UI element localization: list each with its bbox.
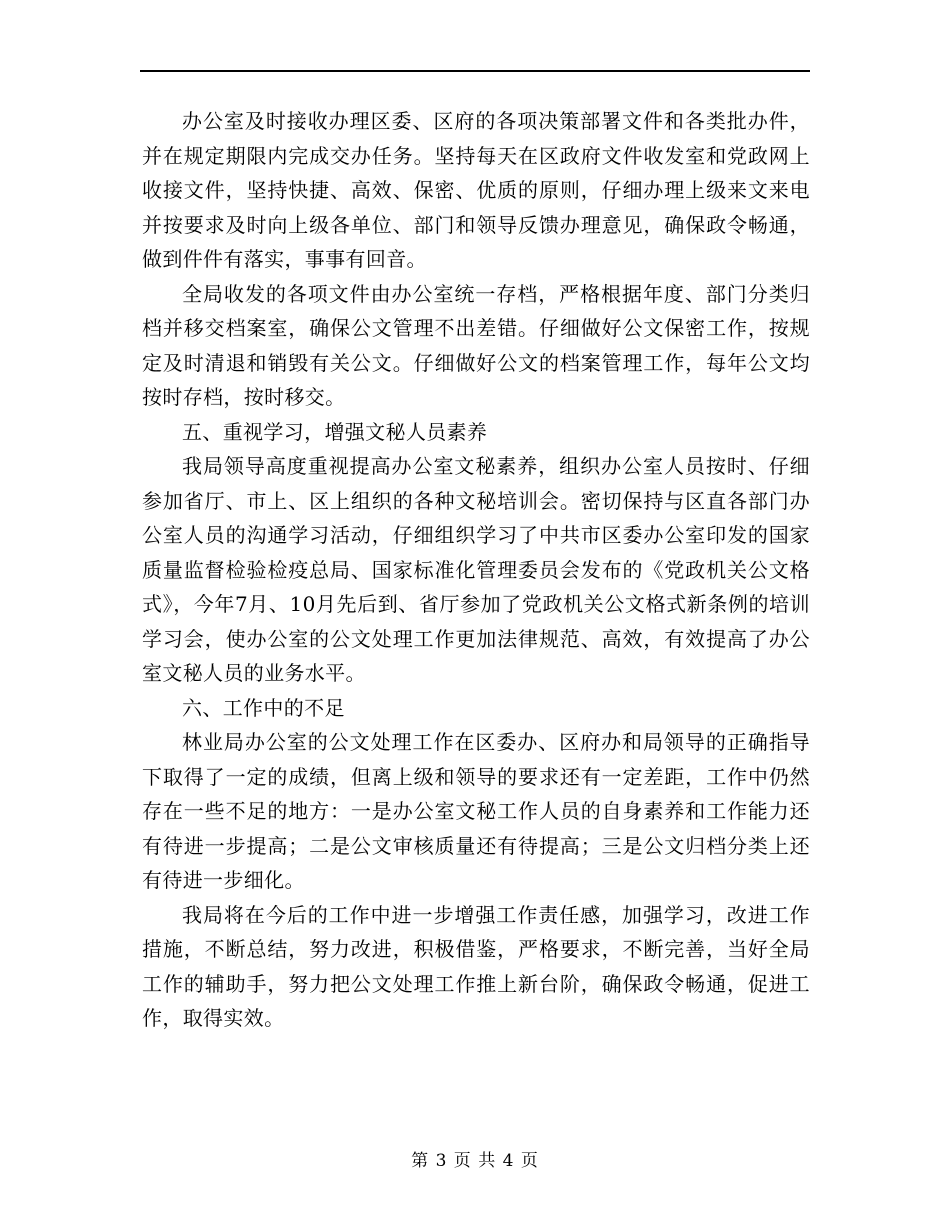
- header-rule: [140, 70, 810, 72]
- paragraph-2: 全局收发的各项文件由办公室统一存档，严格根据年度、部门分类归档并移交档案室，确保公文管理不出差错。仔细做好公文保密工作，按规定及时清退和销毁有关公文。仔细做好公文的档案管理工作，每年公文均按时存档，按时移交。: [142, 281, 810, 409]
- paragraph-5: 我局将在今后的工作中进一步增强工作责任感，加强学习，改进工作措施，不断总结，努力改进，积极借鉴，严格要求，不断完善，当好全局工作的辅助手，努力把公文处理工作推上新台阶，确保政令畅通，促进工作，取得实效。: [142, 902, 810, 1030]
- paragraph-3: 我局领导高度重视提高办公室文秘素养，组织办公室人员按时、仔细参加省厅、市上、区上组织的各种文秘培训会。密切保持与区直各部门办公室人员的沟通学习活动，仔细组织学习了中共市区委办公室印发的国家质量监督检验检疫总局、国家标准化管理委员会发布的《党政机关公文格式》，今年7月、10月先后到、省厅参加了党政机关公文格式新条例的培训学习会，使办公室的公文处理工作更加法律规范、高效，有效提高了办公室文秘人员的业务水平。: [142, 454, 810, 685]
- paragraph-4: 林业局办公室的公文处理工作在区委办、区府办和局领导的正确指导下取得了一定的成绩，但离上级和领导的要求还有一定差距，工作中仍然存在一些不足的地方：一是办公室文秘工作人员的自身素养和工作能力还有待进一步提高；二是公文审核质量还有待提高；三是公文归档分类上还有待进一步细化。: [142, 730, 810, 892]
- page-number-footer: 第 3 页 共 4 页: [411, 1151, 539, 1171]
- document-body: [142, 104, 810, 1036]
- section-heading-5: 五、重视学习，增强文秘人员素养: [182, 419, 488, 444]
- paragraph-1: 办公室及时接收办理区委、区府的各项决策部署文件和各类批办件，并在规定期限内完成交办任务。坚持每天在区政府文件收发室和党政网上收接文件，坚持快捷、高效、保密、优质的原则，仔细办理上级来文来电并按要求及时向上级各单位、部门和领导反馈办理意见，确保政令畅通，做到件件有落实，事事有回音。: [142, 109, 810, 271]
- section-heading-6: 六、工作中的不足: [182, 695, 345, 720]
